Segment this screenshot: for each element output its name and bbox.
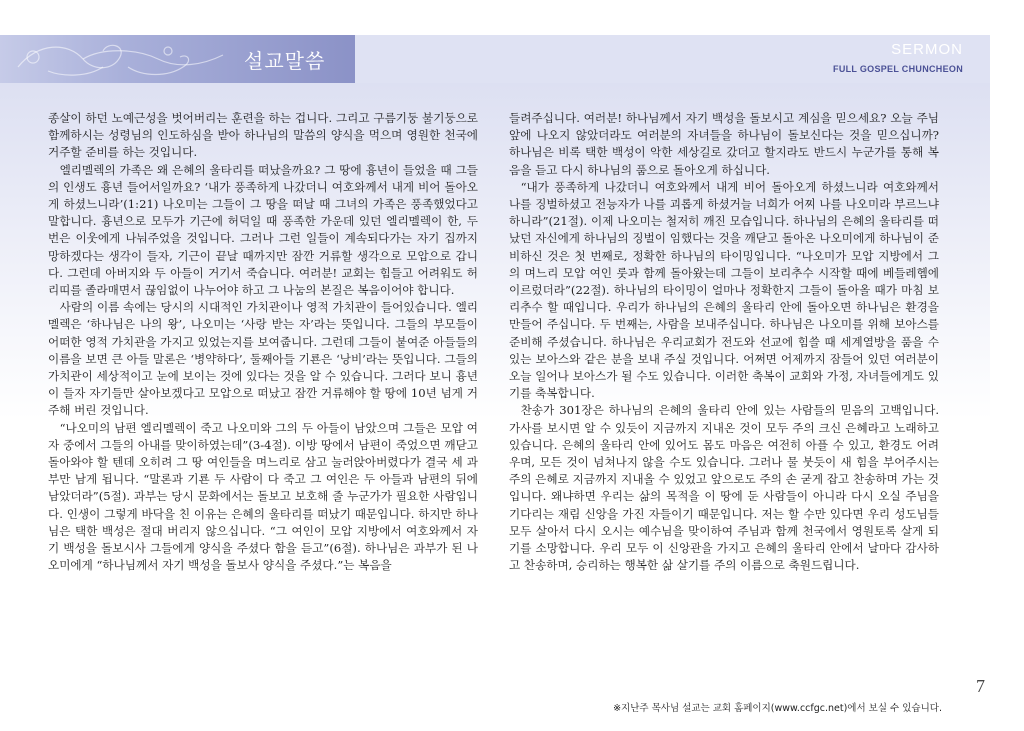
footnote: ※지난주 목사님 설교는 교회 홈페이지(www.ccfgc.net)에서 보실 수 있습니다.	[613, 703, 942, 714]
page-header	[0, 35, 990, 83]
paragraph: 들려주십니다. 여러분! 하나님께서 자기 백성을 돌보시고 계심을 믿으세요? 오늘 주님 앞에 나오지 않았더라도 여러분의 자녀들을 하나님이 돌보신다는 것을 믿으십니까? 하나님은 비록 택한 백성이 악한 세상길로 갔더고 할지라도 반드시 누군가를 통해 복음을 듣고 다시 하나님의 품으로 돌아오게 하십니다.	[509, 111, 939, 177]
paragraph: 엘리멜렉의 가족은 왜 은혜의 울타리를 떠났을까요? 그 땅에 흉년이 들었을 때 그들의 인생도 흉년 들어서일까요? ‘내가 풍족하게 나갔더니 여호와께서 내게 비어 돌아오게 하셨느니라’(1:21) 나오미는 그들이 그 땅을 떠날 때 그녀의 가족은 풍족했었다고 말합니다. 흉년으로 모두가 기근에 허덕일 때 풍족한 가운데 있던 엘리멜렉이 한, 두 번은 이웃에게 나눠주었을 것입니다. 그러나 그런 일들이 계속되다가는 자기 집까지 망하겠다는 생각이 들자, 기근이 끝날 때까지만 잠깐 거류할 생각으로 모압으로 갑니다. 그런데 아버지와 두 아들이 거기서 죽습니다. 여러분! 교회는 힘들고 어려워도 허리띠를 졸라매면서 끊임없이 나누어야 하고 그 나눔의 본질은 복음이어야 합니다.	[48, 162, 478, 298]
header-side-band	[355, 35, 990, 83]
ornament-swirl-icon	[8, 37, 238, 81]
paragraph: “나오미의 남편 엘리멜렉이 죽고 나오미와 그의 두 아들이 남았으며 그들은 모압 여자 중에서 그들의 아내를 맞이하였는데”(3-4절). 이방 땅에서 남편이 죽었으면 깨닫고 돌아와야 할 텐데 오히려 그 땅 여인들을 며느리로 삼고 눌러앉아버렸다가 결국 세 과부만 남게 됩니다. “말론과 기룐 두 사람이 다 죽고 그 여인은 두 아들과 남편의 뒤에 남았더라”(5절). 과부는 당시 문화에서는 돌보고 보호해 줄 누군가가 필요한 사람입니다. 인생이 그렇게 바닥을 친 이유는 은혜의 울타리를 떠났기 때문입니다. 하지만 하나님은 택한 백성은 절대 버리지 않으십니다. “그 여인이 모압 지방에서 여호와께서 자기 백성을 돌보시사 그들에게 양식을 주셨다 함을 듣고”(6절). 하나님은 과부가 된 나오미에게 “하나님께서 자기 백성을 돌보사 양식을 주셨다.”는 복음을	[48, 420, 478, 573]
page-title: 설교말씀	[244, 49, 326, 73]
text-column-right	[509, 110, 939, 574]
paragraph: 찬송가 301장은 하나님의 은혜의 울타리 안에 있는 사람들의 믿음의 고백입니다. 가사를 보시면 알 수 있듯이 지금까지 지내온 것이 모두 주의 크신 은혜라고 노래하고 있습니다. 은혜의 울타리 안에 있어도 몸도 마음은 여전히 아플 수 있고, 환경도 어려우며, 모든 것이 넘쳐나지 않을 수도 있습니다. 그러나 물 붓듯이 새 힘을 부어주시는 주의 은혜로 지금까지 지내올 수 있었고 앞으로도 주의 손 굳게 잡고 찬송하며 가는 것입니다. 왜냐하면 우리는 삶의 목적을 이 땅에 둔 사람들이 아니라 다시 오실 주님을 기다리는 재림 신앙을 가진 자들이기 때문입니다. 저는 할 수만 있다면 우리 성도님들 모두 살아서 다시 오시는 예수님을 맞이하여 주님과 함께 천국에서 영원토록 살게 되기를 소망합니다. 우리 모두 이 신앙관을 가지고 은혜의 울타리 안에서 날마다 감사하고 찬송하며, 승리하는 행복한 삶 살기를 주의 이름으로 축원드립니다.	[509, 403, 939, 573]
header-title-band	[0, 35, 355, 83]
section-label: SERMON	[891, 41, 963, 58]
text-column-left	[48, 110, 478, 574]
page-number: 7	[976, 676, 985, 696]
paragraph: “내가 풍족하게 나갔더니 여호와께서 내게 비어 돌아오게 하셨느니라 여호와께서 나를 징벌하셨고 전능자가 나를 괴롭게 하셨거늘 너희가 어찌 나를 나오미라 부르느냐 하니라”(21절). 이제 나오미는 철저히 깨진 모습입니다. 하나님의 은혜의 울타리를 떠났던 자신에게 하나님의 징벌이 임했다는 것을 깨닫고 돌아온 나오미에게 하나님이 준비하신 것은 첫 번째로, 정확한 하나님의 타이밍입니다. “나오미가 모압 지방에서 그의 며느리 모압 여인 룻과 함께 돌아왔는데 그들이 보리추수 시작할 때에 베들레헴에 이르렀더라”(22절). 하나님의 타이밍이 얼마나 정확한지 그들이 돌아올 때가 마침 보리추수 할 때입니다. 우리가 하나님의 은혜의 울타리 안에 돌아오면 하나님은 환경을 만들어 주십니다. 두 번째는, 사람을 보내주십니다. 하나님은 나오미를 위해 보아스를 준비해 주셨습니다. 하나님은 우리교회가 전도와 선교에 힘쓸 때 세계열방을 품을 수 있는 보아스와 같은 분을 보내 주실 것입니다. 어쩌면 어제까지 잠들어 있던 여러분이 오늘 일어나 보아스가 될 수도 있습니다. 이러한 축복이 교회와 가정, 자녀들에게도 있기를 축복합니다.	[509, 179, 939, 401]
church-name: FULL GOSPEL CHUNCHEON	[833, 64, 963, 74]
paragraph: 종살이 하던 노예근성을 벗어버리는 훈련을 하는 겁니다. 그리고 구름기둥 불기둥으로 함께하시는 성령님의 인도하심을 받아 하나님의 말씀의 양식을 먹으며 영원한 천국에 거주할 준비를 하는 것입니다.	[48, 111, 478, 160]
paragraph: 사람의 이름 속에는 당시의 시대적인 가치관이나 영적 가치관이 들어있습니다. 엘리멜렉은 ‘하나님은 나의 왕’, 나오미는 ‘사랑 받는 자’라는 뜻입니다. 그들의 부모들이 어떠한 영적 가치관을 가지고 있었는지를 보여줍니다. 그런데 그들이 붙여준 아들들의 이름을 보면 큰 아들 말론은 ‘병약하다’, 둘째아들 기룐은 ‘낭비’라는 뜻입니다. 그들의 가치관이 세상적이고 눈에 보이는 것에 있다는 것을 알 수 있습니다. 그러다 보니 흉년이 들자 자기들만 살아보겠다고 모압으로 떠났고 잠깐 거류해야 할 땅에 10년 넘게 거주해 버린 것입니다.	[48, 300, 478, 418]
